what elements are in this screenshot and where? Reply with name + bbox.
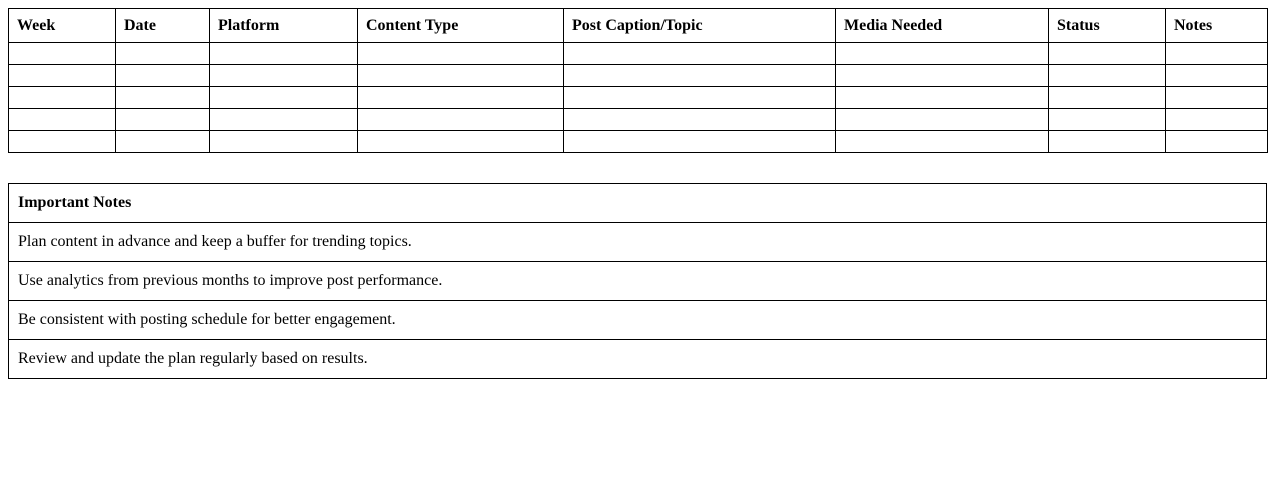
planner-header-content-type: Content Type — [358, 9, 564, 43]
note-row — [9, 223, 1267, 262]
planner-cell-week — [9, 65, 116, 87]
planner-cell-status — [1049, 65, 1166, 87]
planner-cell-media-needed — [836, 65, 1049, 87]
planner-cell-notes — [1166, 87, 1268, 109]
planner-cell-post-caption-topic — [564, 87, 836, 109]
planner-cell-date — [116, 43, 210, 65]
notes-title-row — [9, 184, 1267, 223]
planner-cell-status — [1049, 109, 1166, 131]
planner-cell-notes — [1166, 65, 1268, 87]
note-row — [9, 262, 1267, 301]
planner-header-media-needed: Media Needed — [836, 9, 1049, 43]
planner-cell-week — [9, 131, 116, 153]
planner-cell-platform — [210, 131, 358, 153]
note-row — [9, 301, 1267, 340]
planner-cell-week — [9, 43, 116, 65]
planner-cell-media-needed — [836, 109, 1049, 131]
planner-header-status: Status — [1049, 9, 1166, 43]
planner-cell-post-caption-topic — [564, 43, 836, 65]
planner-cell-week — [9, 87, 116, 109]
planner-cell-post-caption-topic — [564, 65, 836, 87]
planner-header-platform: Platform — [210, 9, 358, 43]
planner-cell-media-needed — [836, 87, 1049, 109]
planner-cell-status — [1049, 87, 1166, 109]
notes-title: Important Notes — [9, 184, 1267, 223]
planner-cell-media-needed — [836, 43, 1049, 65]
planner-cell-post-caption-topic — [564, 131, 836, 153]
planner-empty-row — [9, 65, 1268, 87]
content-planner-table — [8, 8, 1268, 153]
planner-empty-row — [9, 131, 1268, 153]
planner-cell-notes — [1166, 43, 1268, 65]
planner-cell-content-type — [358, 87, 564, 109]
planner-cell-platform — [210, 65, 358, 87]
planner-header-date: Date — [116, 9, 210, 43]
planner-cell-post-caption-topic — [564, 109, 836, 131]
planner-cell-date — [116, 131, 210, 153]
note-item: Plan content in advance and keep a buffer for trending topics. — [9, 223, 1267, 262]
planner-cell-status — [1049, 43, 1166, 65]
planner-header-notes: Notes — [1166, 9, 1268, 43]
planner-empty-row — [9, 87, 1268, 109]
planner-cell-content-type — [358, 109, 564, 131]
planner-cell-notes — [1166, 109, 1268, 131]
planner-cell-date — [116, 109, 210, 131]
planner-cell-content-type — [358, 131, 564, 153]
planner-cell-content-type — [358, 43, 564, 65]
planner-cell-platform — [210, 87, 358, 109]
planner-header-row — [9, 9, 1268, 43]
planner-cell-status — [1049, 131, 1166, 153]
important-notes-table — [8, 183, 1267, 379]
planner-empty-row — [9, 109, 1268, 131]
planner-cell-week — [9, 109, 116, 131]
planner-cell-date — [116, 65, 210, 87]
planner-cell-platform — [210, 43, 358, 65]
planner-cell-notes — [1166, 131, 1268, 153]
planner-cell-content-type — [358, 65, 564, 87]
planner-cell-platform — [210, 109, 358, 131]
planner-empty-row — [9, 43, 1268, 65]
planner-cell-media-needed — [836, 131, 1049, 153]
planner-header-week: Week — [9, 9, 116, 43]
note-item: Use analytics from previous months to improve post performance. — [9, 262, 1267, 301]
planner-header-post-caption-topic: Post Caption/Topic — [564, 9, 836, 43]
note-row — [9, 340, 1267, 379]
note-item: Review and update the plan regularly based on results. — [9, 340, 1267, 379]
planner-cell-date — [116, 87, 210, 109]
note-item: Be consistent with posting schedule for better engagement. — [9, 301, 1267, 340]
